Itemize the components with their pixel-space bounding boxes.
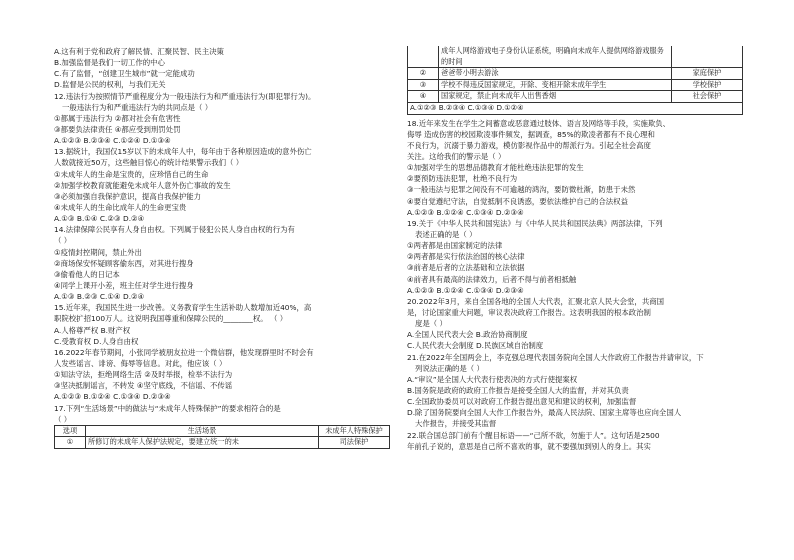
answer-options: A.①③ B.①④ C.②③ D.②④ <box>54 214 145 224</box>
text-line: 人发些谣言、诽谤、侮辱等信息。对此，他应该（ ） <box>54 358 227 368</box>
text-line: ①疫情封控期间，禁止外出 <box>54 247 142 257</box>
table-cell: 国家规定，禁止向未成年人出售香烟 <box>439 91 672 103</box>
text-line: 职院校扩招100万人。这说明我国尊重和保障公民的________权。 （ ） <box>54 314 288 324</box>
table-row <box>408 46 743 68</box>
text-line: 关注。这给我们的警示是（ ） <box>407 151 506 161</box>
table-cell: 所修订的未成年人保护法规定，要建立统一的未 <box>86 437 319 449</box>
exam-page <box>54 46 744 546</box>
table-header-cell: 未成年人特殊保护 <box>319 425 390 437</box>
text-line: ④同学上课开小差，班主任对学生进行搜身 <box>54 280 194 290</box>
text-line: ①未成年人的生命是宝贵的，应珍惜自己的生命 <box>54 169 209 179</box>
question-22: 22.联合国总部门前有个醒目标语——“己所不欲，勿施于人”。这句话是2500 <box>407 430 660 440</box>
table-header-cell: 选项 <box>55 425 86 437</box>
table-header-row <box>55 425 390 437</box>
table-options-cell: A.①②③ B.②③④ C.①③④ D.①②④ <box>408 102 743 114</box>
text-line: ②要预防违法犯罪，杜绝不良行为 <box>407 174 518 184</box>
text-line: ①知法守法，拒绝网络生活 ②及时举报，检举不法行为 <box>54 370 233 380</box>
answer-options: A.①②③ B.①②④ C.①③④ D.②③④ <box>54 392 171 402</box>
answer-options: A.人格尊严权 B.财产权 <box>54 325 131 335</box>
table-cell: 社会保护 <box>672 91 743 103</box>
question-20: 20.2022年3月，来自全国各地的全国人大代表，汇聚北京人民大会堂，共商国 <box>407 296 664 306</box>
answer-options: A.全国人民代表大会 B.政治协商制度 <box>407 330 528 340</box>
answer-options: C.人民代表大会制度 D.民族区域自治制度 <box>407 341 544 351</box>
text-line: ②两者都是实行依法治国的核心法律 <box>407 252 525 262</box>
text-line: 不良行为，沉溺于暴力游戏，模仿影视作品中的帮派行为。引起全社会高度 <box>407 140 651 150</box>
table-cell: ③ <box>408 79 439 91</box>
table-cell <box>672 46 743 68</box>
table-cell: 爸爸带小明去游泳 <box>439 68 672 80</box>
left-column <box>54 46 390 449</box>
right-column <box>407 46 743 452</box>
text-line: ③前者是后者的立法基础和立法依据 <box>407 263 525 273</box>
text-line: C.全国政协委员可以对政府工作报告提出意见和建议的权利，加强监督 <box>407 397 637 407</box>
table-header-cell: 生活场景 <box>86 425 319 437</box>
text-line: D.除了国务院要向全国人大作工作报告外，最高人民法院、国家主席等也应向全国人 <box>407 408 682 418</box>
table-cell: ④ <box>408 91 439 103</box>
question-13: 13.据统计，我国仅15岁以下的未成年人中，每年由于各种原因造成的意外伤亡 <box>54 147 312 157</box>
text-line: 大作报告，并接受其监督 <box>415 419 497 429</box>
text-line: 侮辱 造成伤害的校园欺凌事件频发，据调查，85%的欺凌者都有不良心理和 <box>407 129 655 139</box>
text-line: ④未成年人的生命比成年人的生命更宝贵 <box>54 202 187 212</box>
table-row <box>408 91 743 103</box>
table-row <box>408 68 743 80</box>
text-line: ③偷看他人的日记本 <box>54 269 120 279</box>
question-12: 12.违法行为按照情节严重程度分为一般违法行为和严重违法行为(即犯罪行为)。 <box>54 91 316 101</box>
scenario-table-continued <box>407 46 743 115</box>
question-16: 16.2022年春节期间，小张同学被朋友拉进一个微信群，他发现群里时不时会有 <box>54 347 314 357</box>
text-line: ①都属于违法行为 ②都对社会有危害性 <box>54 113 181 123</box>
answer-options: A.①③ B.②③ C.①④ D.②④ <box>54 292 145 302</box>
answer-options: A.①②③ B.②③④ C.①②④ D.①③④ <box>54 136 171 146</box>
question-17: 17.下列“生活场景”中的做法与“未成年人特殊保护”的要求相符合的是 <box>54 403 281 413</box>
text-line: A.这有利于党和政府了解民情、汇聚民智、民主决策 <box>54 47 224 56</box>
table-row <box>55 437 390 449</box>
text-line: B.加强监督是我们一切工作的中心 <box>54 58 165 68</box>
text-line: 是，讨论国家重大问题，审议表决政府工作报告。这表明我国的根本政治制 <box>407 307 651 317</box>
text-line: （ ） <box>54 414 72 424</box>
table-cell <box>408 46 439 68</box>
question-14: 14.法律保障公民享有人身自由权。下列属于侵犯公民人身自由权的行为有 <box>54 225 295 235</box>
text-line: ①加强对学生的思想品德教育才能杜绝违法犯罪的发生 <box>407 163 584 173</box>
text-line: 年前孔子说的，意思是自己所不喜欢的事，就不要强加到别人的身上。其实 <box>407 441 651 451</box>
text-line: 一般违法行为和严重违法行为的共同点是（ ） <box>62 102 213 112</box>
table-cell: ② <box>408 68 439 80</box>
text-line: ②商场保安怀疑顾客偷东西，对其进行搜身 <box>54 258 194 268</box>
table-cell: 成年人网络游戏电子身份认证系统，明确向未成年人提供网络游戏服务的时间 <box>439 46 672 68</box>
text-line: 人数就接近50万，这些触目惊心的统计结果警示我们（ ） <box>54 158 244 168</box>
table-cell: 学校不得违反国家规定，开除、变相开除未成年学生 <box>439 79 672 91</box>
text-line: ④前者具有最高的法律效力，后者不得与前者相抵触 <box>407 274 577 284</box>
text-line: ③都要负法律责任 ④都应受到刑罚处罚 <box>54 124 181 134</box>
text-line: ②加强学校教育就能避免未成年人意外伤亡事故的发生 <box>54 180 231 190</box>
table-row <box>408 79 743 91</box>
text-line: ④要自觉遵纪守法，自觉抵制不良诱惑，要依法维护自己的合法权益 <box>407 196 628 206</box>
text-line: ③一般违法与犯罪之间没有不可逾越的鸿沟，要防微杜渐，防患于未然 <box>407 185 636 195</box>
text-line: ③坚决抵制谣言，不转发 ④坚守底线，不信谣、不传谣 <box>54 381 233 391</box>
answer-options: A.①②③ B.①②④ C.①③④ D.②③④ <box>407 285 524 295</box>
question-19: 19.关于《中华人民共和国宪法》与《中华人民共和国民法典》两部法律，下列 <box>407 218 663 228</box>
question-15: 15.近年来，我国民生进一步改善。义务教育学生生活补助人数增加近40%，高 <box>54 303 312 313</box>
text-line: 表述正确的是（ ） <box>415 229 477 239</box>
text-line: A.“审议”是全国人大代表行使表决的方式行使提案权 <box>407 374 578 384</box>
answer-options: C.受教育权 D.人身自由权 <box>54 336 139 346</box>
text-line: ①两者都是由国家制定的法律 <box>407 241 503 251</box>
text-line: C.有了监督，“创建卫生城市”就一定能成功 <box>54 69 195 79</box>
question-21: 21.在2022年全国两会上，李克强总理代表国务院向全国人大作政府工作报告并请审议，下 <box>407 352 704 362</box>
text-line: （ ） <box>54 236 72 246</box>
text-line: ③必须加强自我保护意识，提高自我保护能力 <box>54 191 202 201</box>
scenario-table <box>54 425 390 449</box>
text-line: B.国务院是政府的政府工作报告是接受全国人大的监督，并对其负责 <box>407 385 629 395</box>
text-line: 列说法正确的是（ ） <box>415 363 484 373</box>
answer-options: A.①②③ B.①②④ C.①③④ D.②③④ <box>407 207 524 217</box>
table-cell: 家庭保护 <box>672 68 743 80</box>
question-18: 18.近年来发生在学生之间蓄意或恶意通过肢体、语言及网络等手段，实施欺负、 <box>407 118 671 128</box>
table-row <box>408 102 743 114</box>
text-line: D.监督是公民的权利，与我们无关 <box>54 80 166 90</box>
table-cell: ① <box>55 437 86 449</box>
text-line: 度是（ ） <box>415 319 447 329</box>
table-cell: 学校保护 <box>672 79 743 91</box>
table-cell: 司法保护 <box>319 437 390 449</box>
